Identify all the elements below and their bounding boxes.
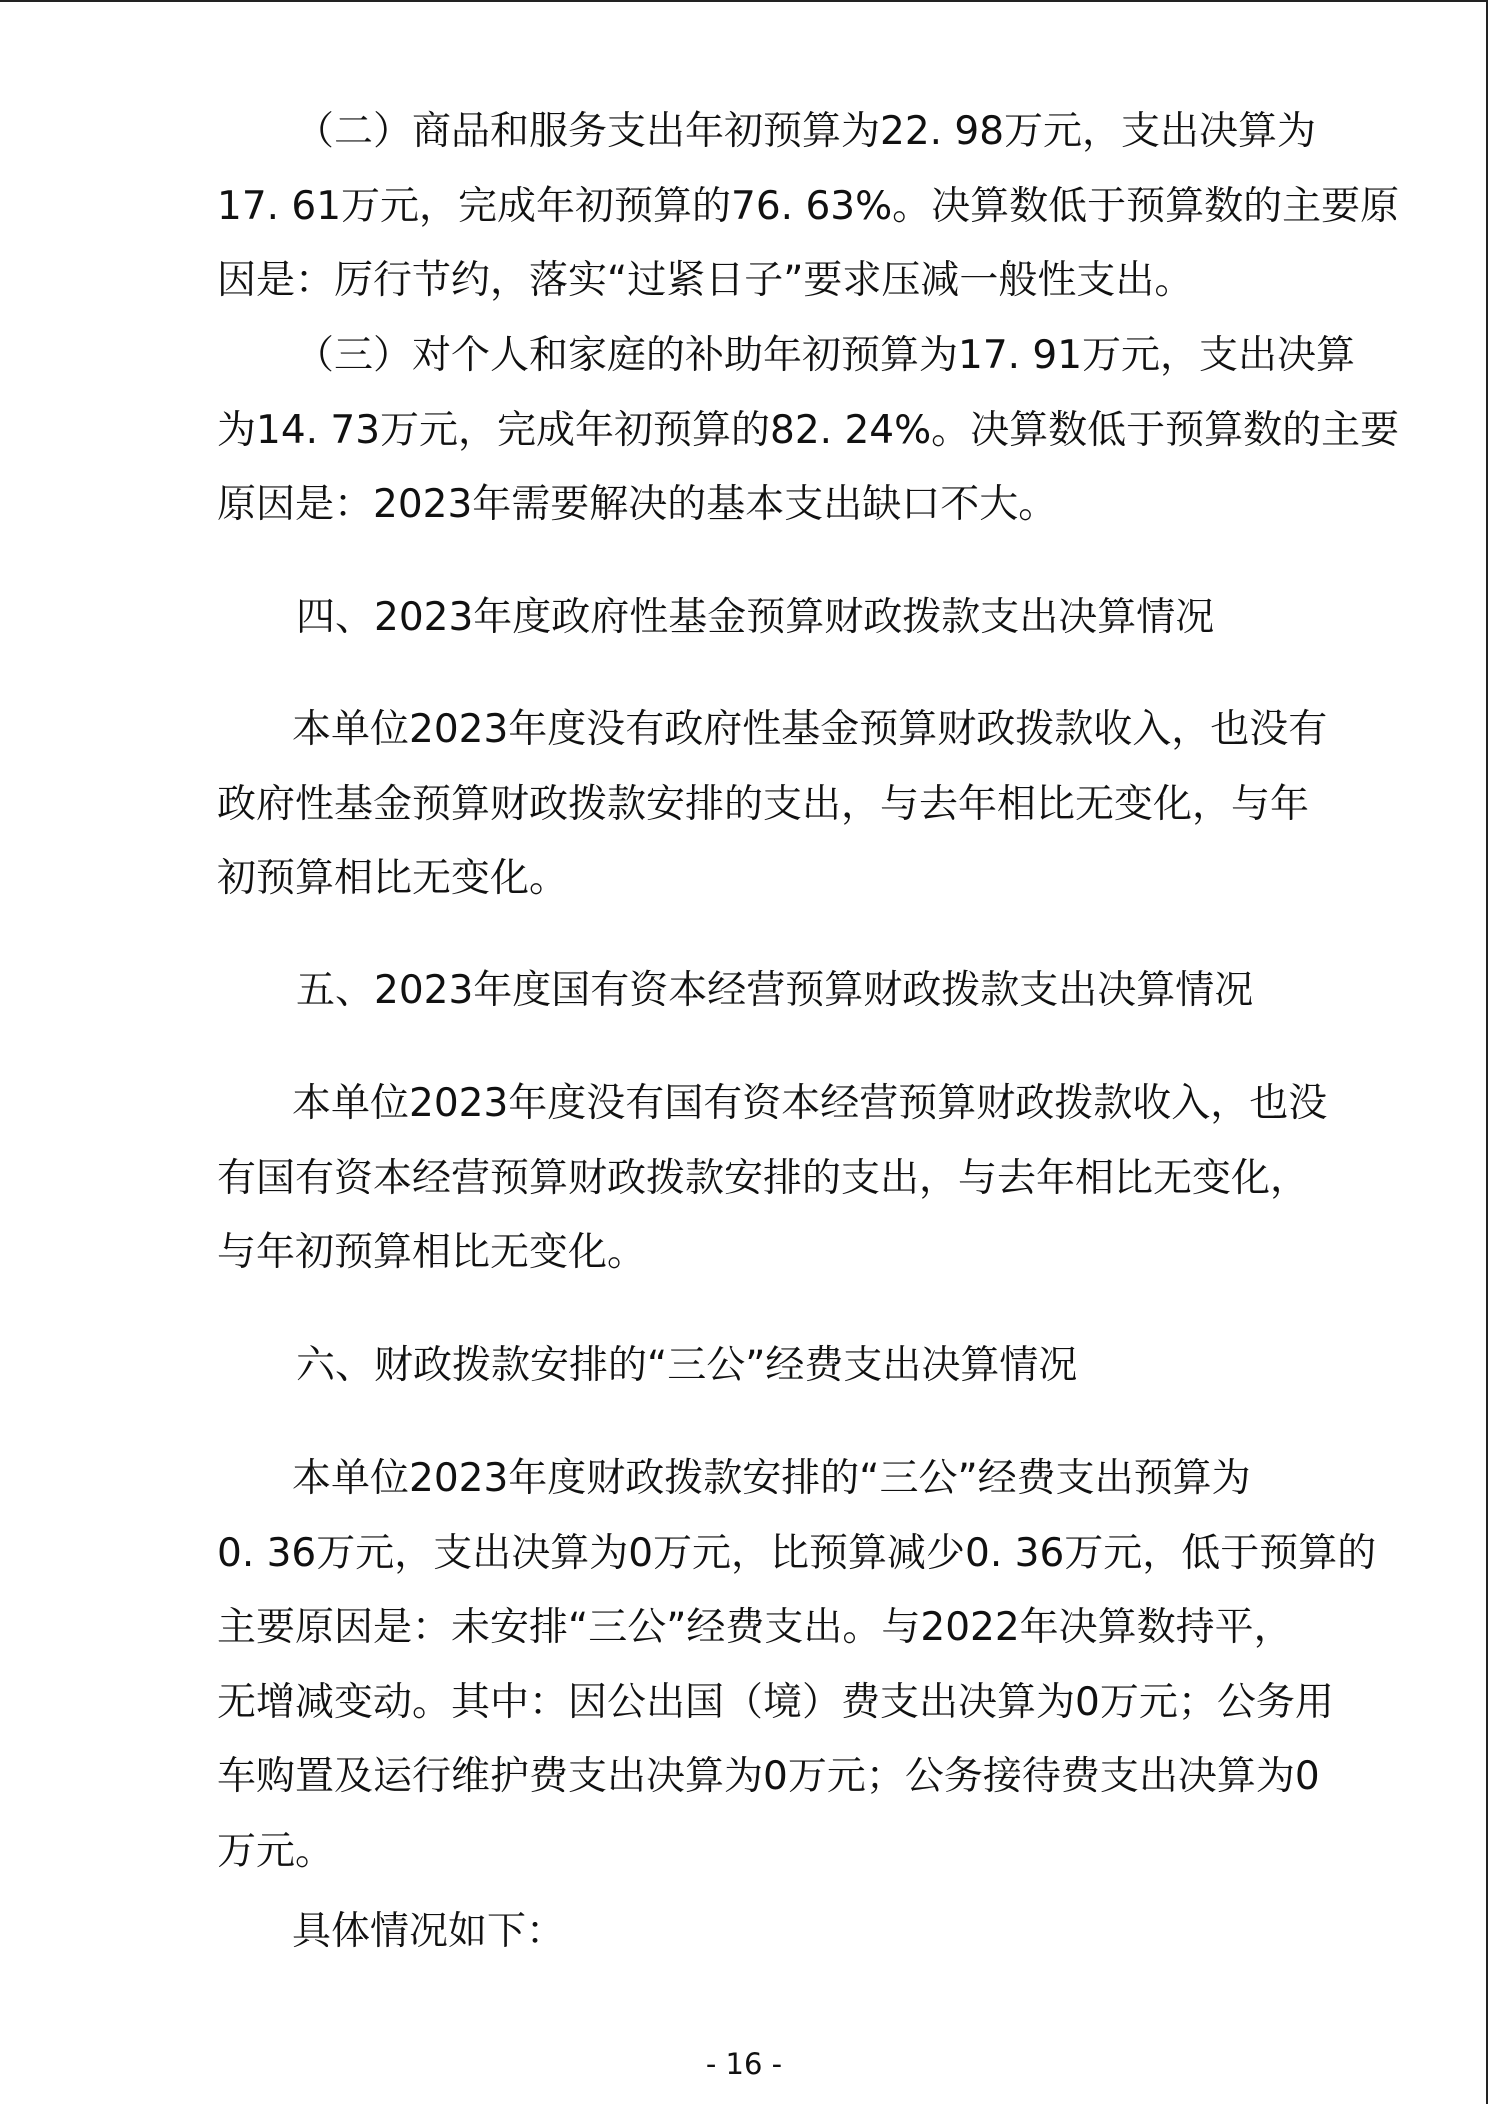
text-line: 原因是：2023年需要解决的基本支出缺口不大。 (217, 482, 1058, 527)
text-line: 无增减变动。其中：因公出国（境）费支出决算为0万元；公务用 (217, 1679, 1334, 1725)
text-line: 0. 36万元，支出决算为0万元，比预算减少0. 36万元，低于预算的 (217, 1530, 1377, 1576)
text-line: （三）对个人和家庭的补助年初预算为17. 91万元，支出决算 (295, 333, 1356, 378)
page-number: - 16 - (705, 2047, 783, 2081)
paragraph-gov-fund (217, 693, 1328, 917)
paragraph-subsidies (217, 319, 1400, 543)
text-line: 17. 61万元，完成年初预算的76. 63%。决算数低于预算数的主要原 (217, 183, 1400, 229)
text-line: 本单位2023年度没有国有资本经营预算财政拨款收入，也没 (292, 1081, 1328, 1126)
text-line: 本单位2023年度没有政府性基金预算财政拨款收入，也没有 (292, 707, 1328, 752)
section-heading-4: 四、2023年度政府性基金预算财政拨款支出决算情况 (296, 595, 1215, 640)
text-line: 为14. 73万元，完成年初预算的82. 24%。决算数低于预算数的主要 (217, 407, 1400, 453)
text-line: 初预算相比无变化。 (217, 856, 569, 901)
text-line: （二）商品和服务支出年初预算为22. 98万元，支出决算为 (295, 109, 1317, 154)
text-line: 有国有资本经营预算财政拨款安排的支出，与去年相比无变化， (217, 1155, 1310, 1201)
text-line: 车购置及运行维护费支出决算为0万元；公务接待费支出决算为0 (217, 1754, 1320, 1799)
paragraph-state-capital (217, 1067, 1328, 1291)
text-line: 本单位2023年度财政拨款安排的“三公”经费支出预算为 (292, 1456, 1251, 1501)
section-heading-6: 六、财政拨款安排的“三公”经费支出决算情况 (296, 1343, 1078, 1388)
text-line: 政府性基金预算财政拨款安排的支出，与去年相比无变化，与年 (217, 781, 1310, 827)
paragraph-goods-services (217, 95, 1400, 319)
section-heading-5: 五、2023年度国有资本经营预算财政拨款支出决算情况 (296, 968, 1254, 1013)
text-line: 主要原因是：未安排“三公”经费支出。与2022年决算数持平， (217, 1605, 1293, 1650)
text-line: 万元。 (217, 1828, 335, 1874)
paragraph-details-intro (217, 1895, 1289, 1970)
text-line: 与年初预算相比无变化。 (217, 1230, 647, 1275)
text-line: 具体情况如下： (292, 1909, 566, 1954)
text-line: 因是：厉行节约，落实“过紧日子”要求压减一般性支出。 (217, 258, 1194, 303)
paragraph-three-public (217, 1442, 1377, 1889)
